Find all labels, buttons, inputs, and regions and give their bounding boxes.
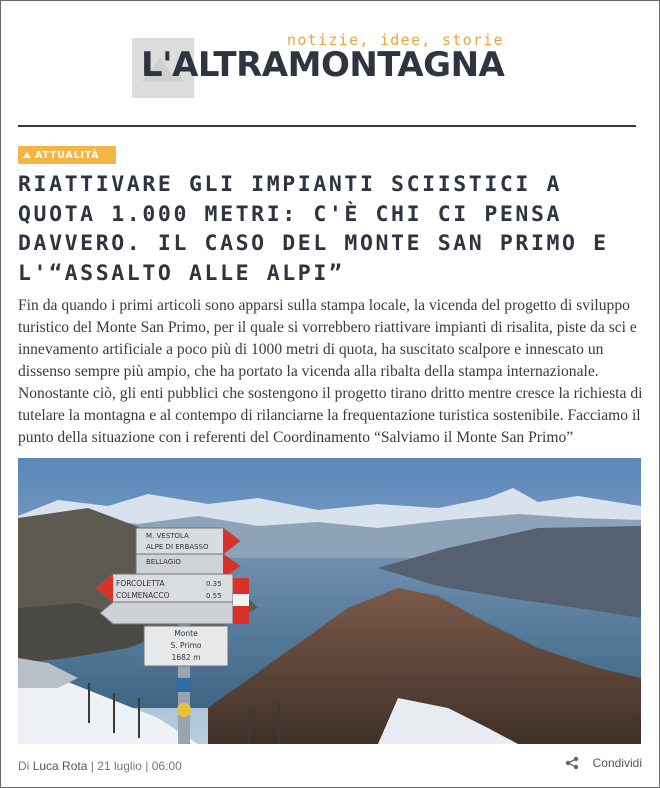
sign-text: FORCOLETTA	[116, 579, 165, 588]
share-label: Condividi	[592, 756, 642, 770]
trail-sign-top	[136, 528, 240, 578]
hero-image[interactable]	[18, 458, 641, 744]
sign-text: 0.35	[206, 580, 222, 588]
article-lead: Fin da quando i primi articoli sono apparsi sulla stampa locale, la vicenda del progetto di sviluppo turistico del Monte San Primo, per il quale si vorrebbero riattivare impianti di risalita, piste da sci e innevamento artificiale a poco più di 1000 metri di quota, ha suscitato scalpore e innescato un dissenso sempre più ampio, che ha portato la vicenda alla ribalta della stampa internazionale. Nonostante ciò, gli enti pubblici che sostengono il progetto tirano dritto mentre cresce la richiesta di tutelare la montagna e al contempo di rilanciarne la frequentazione turistica sostenibile. Facciamo il punto della situazione con i referenti del Coordinamento “Salviamo il Monte San Primo”	[18, 297, 643, 446]
site-tagline: notizie, idee, storie	[287, 31, 504, 49]
landscape-photo	[18, 458, 641, 744]
summit-plaque	[144, 626, 228, 666]
site-logo[interactable]: L'ALTRAMONTAGNA	[141, 45, 505, 85]
sign-text: M. VESTOLA	[146, 532, 189, 540]
sign-text: ALPE DI ERBASSO	[146, 543, 209, 551]
sign-text: Monte	[174, 629, 198, 638]
meta-separator: |	[145, 759, 149, 773]
author-link[interactable]: Luca Rota	[32, 759, 88, 773]
meta-separator: |	[90, 759, 94, 773]
publish-time: 06:00	[151, 759, 182, 773]
byline-prefix: Di	[18, 759, 30, 773]
sign-text: 0.55	[206, 592, 222, 600]
trail-sign-left	[96, 574, 249, 624]
sign-text: BELLAGIO	[146, 558, 181, 566]
category-badge[interactable]	[18, 146, 116, 164]
sign-text: 1682 m	[171, 653, 201, 662]
sign-text: COLMENACCO	[116, 591, 170, 600]
header-divider	[18, 125, 636, 127]
publish-date: 21 luglio	[97, 759, 142, 773]
article-headline[interactable]: RIATTIVARE GLI IMPIANTI SCIISTICI A QUOTA 1.000 METRI: C'È CHI CI PENSA DAVVERO. IL CASO DEL MONTE SAN PRIMO E L'“ASSALTO ALLE ALPI”	[18, 172, 609, 286]
mountain-icon	[23, 152, 31, 158]
sign-text: S. Primo	[170, 641, 202, 650]
share-button[interactable]	[565, 756, 642, 770]
article-meta	[18, 759, 182, 773]
category-label: ATTUALITÀ	[35, 149, 100, 161]
share-icon	[565, 756, 579, 770]
